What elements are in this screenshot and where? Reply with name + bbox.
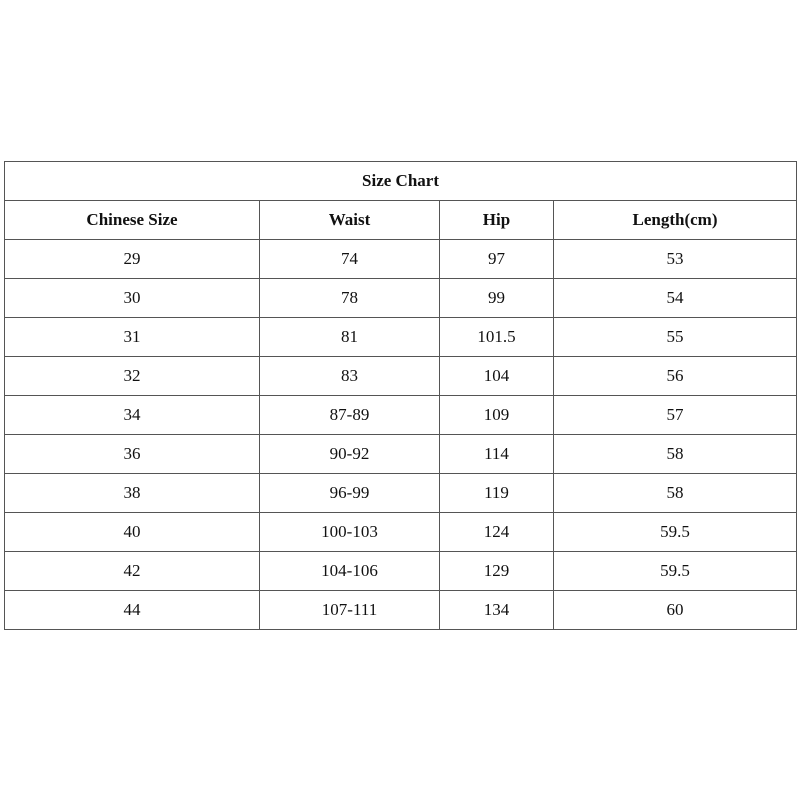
table-title: Size Chart [5,162,797,201]
table-cell: 58 [554,435,797,474]
table-cell: 55 [554,318,797,357]
table-cell: 57 [554,396,797,435]
table-cell: 31 [5,318,260,357]
column-header: Hip [440,201,554,240]
table-cell: 54 [554,279,797,318]
table-cell: 119 [440,474,554,513]
table-cell: 42 [5,552,260,591]
header-row [5,201,797,240]
table-cell: 107-111 [260,591,440,630]
table-cell: 74 [260,240,440,279]
size-chart-table [4,161,797,630]
table-cell: 83 [260,357,440,396]
table-cell: 101.5 [440,318,554,357]
table-cell: 59.5 [554,552,797,591]
table-cell: 124 [440,513,554,552]
table-cell: 30 [5,279,260,318]
table-row [5,396,797,435]
table-cell: 104 [440,357,554,396]
table-cell: 81 [260,318,440,357]
table-cell: 96-99 [260,474,440,513]
table-row [5,279,797,318]
table-cell: 129 [440,552,554,591]
table-cell: 78 [260,279,440,318]
table-row [5,318,797,357]
table-cell: 114 [440,435,554,474]
table-cell: 100-103 [260,513,440,552]
table-cell: 109 [440,396,554,435]
table-cell: 36 [5,435,260,474]
table-row [5,240,797,279]
table-cell: 44 [5,591,260,630]
table-cell: 38 [5,474,260,513]
table-cell: 34 [5,396,260,435]
table-row [5,474,797,513]
table-cell: 134 [440,591,554,630]
table-cell: 56 [554,357,797,396]
table-cell: 60 [554,591,797,630]
table-cell: 59.5 [554,513,797,552]
table-row [5,435,797,474]
table-cell: 99 [440,279,554,318]
table-row [5,552,797,591]
table-cell: 104-106 [260,552,440,591]
column-header: Chinese Size [5,201,260,240]
table-cell: 29 [5,240,260,279]
title-row [5,162,797,201]
table-row [5,513,797,552]
table-cell: 90-92 [260,435,440,474]
table-cell: 87-89 [260,396,440,435]
table-row [5,591,797,630]
column-header: Length(cm) [554,201,797,240]
table-cell: 32 [5,357,260,396]
table-cell: 40 [5,513,260,552]
table-body [5,240,797,630]
table-cell: 53 [554,240,797,279]
table-cell: 97 [440,240,554,279]
table-row [5,357,797,396]
column-header: Waist [260,201,440,240]
table-cell: 58 [554,474,797,513]
